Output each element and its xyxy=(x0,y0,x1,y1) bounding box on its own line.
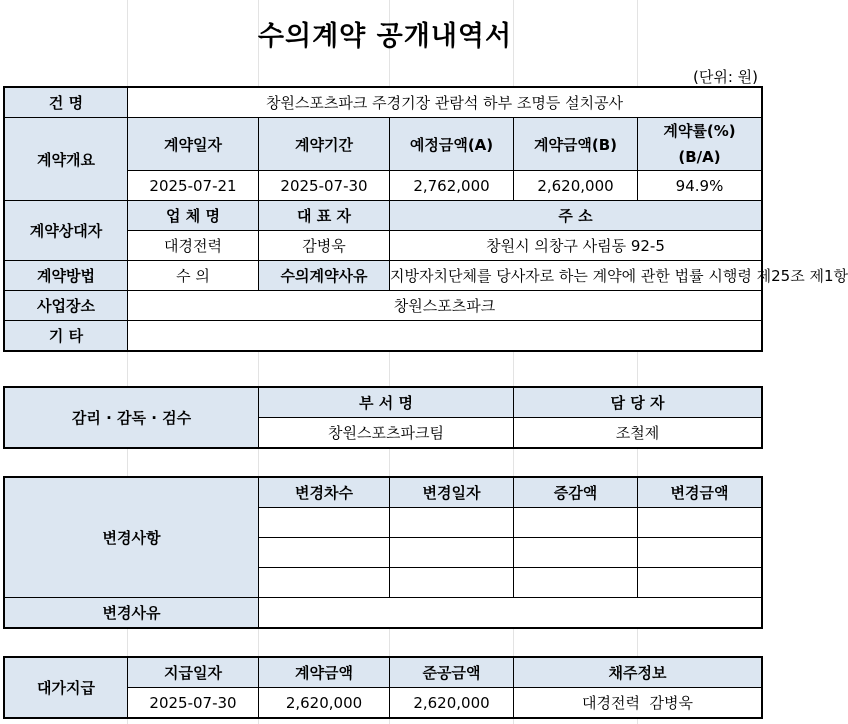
contract-amount-value: 2,620,000 xyxy=(514,171,638,201)
change-amount-cell xyxy=(638,508,762,538)
payment-date-header: 지급일자 xyxy=(128,658,259,688)
supervision-label: 감리 · 감독 · 검수 xyxy=(5,388,259,448)
contract-date-value: 2025-07-21 xyxy=(128,171,259,201)
company-name-value: 대경전력 xyxy=(128,231,259,261)
contract-table xyxy=(4,87,848,351)
contract-rate-header-line2: (B/A) xyxy=(678,148,721,166)
method-label: 계약방법 xyxy=(5,261,128,291)
department-header: 부 서 명 xyxy=(259,388,514,418)
department-value: 창원스포츠파크팀 xyxy=(259,418,514,448)
etc-label: 기 타 xyxy=(5,321,128,351)
contract-period-header: 계약기간 xyxy=(259,118,390,171)
contract-rate-value: 94.9% xyxy=(638,171,762,201)
changes-table xyxy=(4,477,762,628)
reason-label: 수의계약사유 xyxy=(259,261,390,291)
payment-table xyxy=(4,657,762,718)
supervision-table xyxy=(4,387,762,448)
contract-rate-header xyxy=(638,118,762,171)
change-amount-cell xyxy=(638,568,762,598)
change-delta-cell xyxy=(514,538,638,568)
payment-contract-amount-value: 2,620,000 xyxy=(259,688,390,718)
creditor-info-header: 채주정보 xyxy=(514,658,762,688)
contract-name-label: 건 명 xyxy=(5,88,128,118)
contract-period-value: 2025-07-30 xyxy=(259,171,390,201)
manager-value: 조철제 xyxy=(514,418,762,448)
payment-label: 대가지급 xyxy=(5,658,128,718)
representative-value: 감병욱 xyxy=(259,231,390,261)
overview-label: 계약개요 xyxy=(5,118,128,201)
completion-amount-value: 2,620,000 xyxy=(390,688,514,718)
change-date-cell xyxy=(390,538,514,568)
document-title: 수의계약 공개내역서 xyxy=(257,21,513,52)
contract-rate-header-line1: 계약률(%) xyxy=(663,122,736,140)
estimated-amount-value: 2,762,000 xyxy=(390,171,514,201)
change-reason-value xyxy=(259,598,762,628)
change-date-cell xyxy=(390,568,514,598)
change-number-header: 변경차수 xyxy=(259,478,390,508)
change-number-cell xyxy=(259,508,390,538)
change-date-header: 변경일자 xyxy=(390,478,514,508)
change-delta-cell xyxy=(514,568,638,598)
contract-name-value: 창원스포츠파크 주경기장 관람석 하부 조명등 설치공사 xyxy=(128,88,762,118)
change-amount-header: 변경금액 xyxy=(638,478,762,508)
changes-label: 변경사항 xyxy=(5,478,259,598)
creditor-info-value: 대경전력 감병욱 xyxy=(514,688,762,718)
company-name-header: 업 체 명 xyxy=(128,201,259,231)
change-amount-cell xyxy=(638,538,762,568)
change-delta-header: 증감액 xyxy=(514,478,638,508)
completion-amount-header: 준공금액 xyxy=(390,658,514,688)
representative-header: 대 표 자 xyxy=(259,201,390,231)
address-value: 창원시 의창구 사림동 92-5 xyxy=(390,231,762,261)
contract-date-header: 계약일자 xyxy=(128,118,259,171)
manager-header: 담 당 자 xyxy=(514,388,762,418)
payment-date-value: 2025-07-30 xyxy=(128,688,259,718)
contract-amount-header: 계약금액(B) xyxy=(514,118,638,171)
reason-value: 지방자치단체를 당사자로 하는 계약에 관한 법률 시행령 제25조 제1항 xyxy=(390,261,762,291)
change-number-cell xyxy=(259,568,390,598)
change-date-cell xyxy=(390,508,514,538)
unit-note: (단위: 원) xyxy=(693,68,758,86)
party-label: 계약상대자 xyxy=(5,201,128,261)
payment-contract-amount-header: 계약금액 xyxy=(259,658,390,688)
place-value: 창원스포츠파크 xyxy=(128,291,762,321)
address-header: 주 소 xyxy=(390,201,762,231)
change-number-cell xyxy=(259,538,390,568)
estimated-amount-header: 예정금액(A) xyxy=(390,118,514,171)
place-label: 사업장소 xyxy=(5,291,128,321)
change-delta-cell xyxy=(514,508,638,538)
etc-value xyxy=(128,321,762,351)
method-value: 수 의 xyxy=(128,261,259,291)
change-reason-label: 변경사유 xyxy=(5,598,259,628)
